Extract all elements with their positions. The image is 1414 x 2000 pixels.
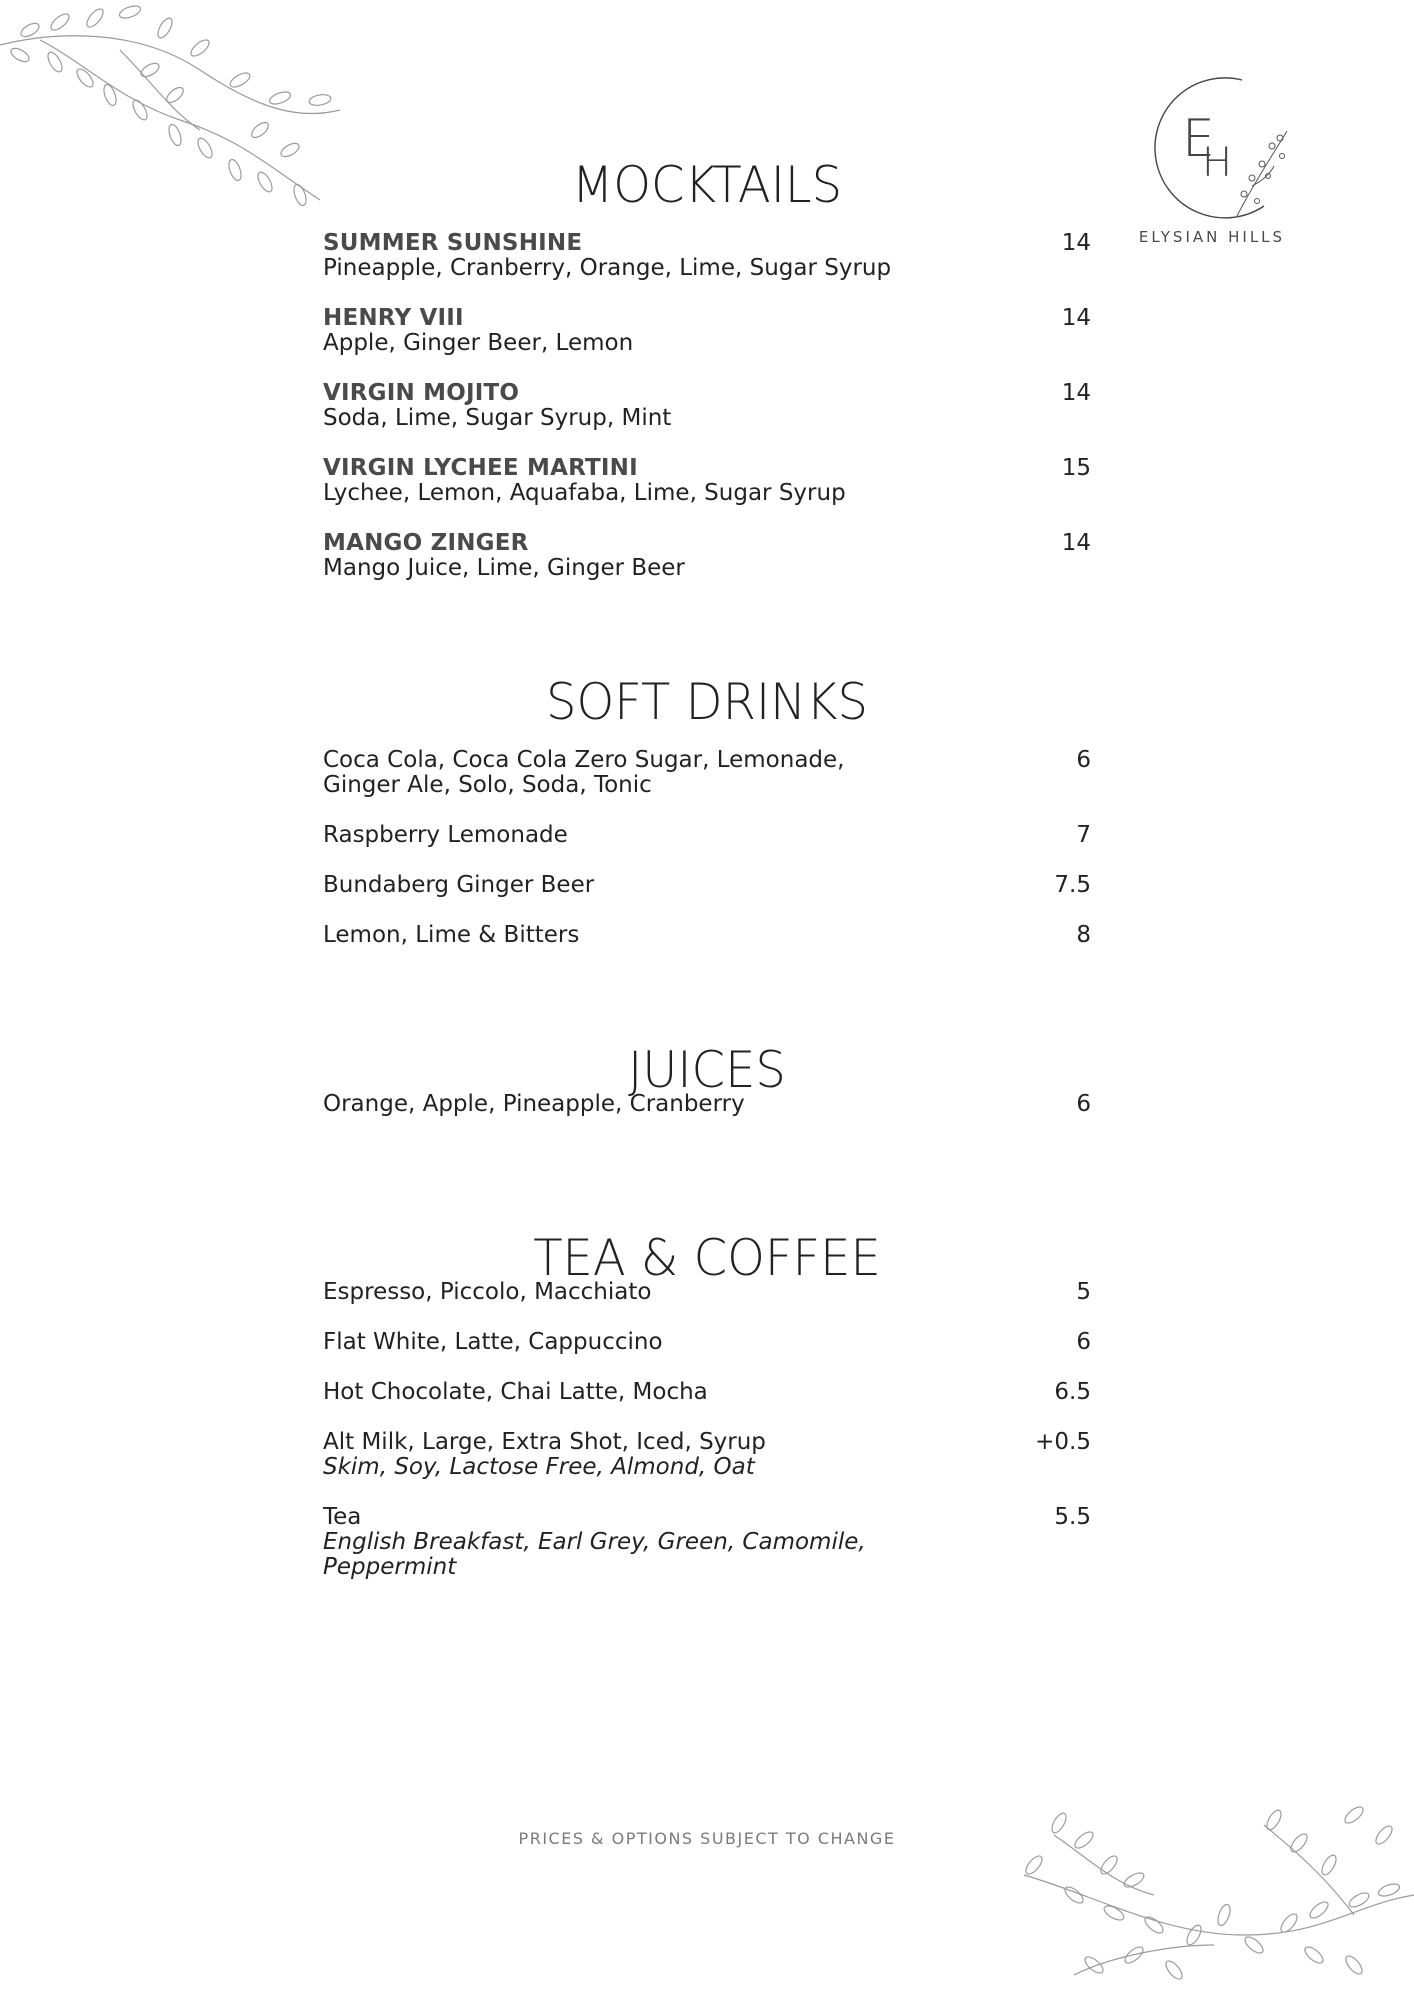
menu-item — [323, 381, 1091, 431]
menu-item — [323, 748, 1091, 798]
section-title-soft-drinks: SOFT DRINKS — [546, 673, 868, 731]
item-description: Lychee, Lemon, Aquafaba, Lime, Sugar Syrup — [323, 480, 846, 506]
item-price: +0.5 — [1035, 1429, 1091, 1455]
menu-item — [323, 1380, 1091, 1405]
item-price: 5 — [1076, 1279, 1091, 1305]
menu-item — [323, 231, 1091, 281]
menu-item — [323, 1092, 1091, 1117]
item-name: Bundaberg Ginger Beer — [323, 872, 595, 898]
brand-logo — [1112, 76, 1312, 256]
section-mocktails — [323, 155, 1091, 581]
item-name: Tea — [323, 1504, 362, 1530]
section-title-mocktails: MOCKTAILS — [571, 156, 843, 214]
foliage-decoration-bottom-right — [1014, 1795, 1414, 2000]
item-price: 14 — [1061, 380, 1091, 406]
item-price: 6 — [1076, 1329, 1091, 1355]
item-name: Flat White, Latte, Cappuccino — [323, 1329, 663, 1355]
section-title-juices: JUICES — [628, 1041, 786, 1099]
monogram-h: H — [1202, 140, 1233, 186]
item-price: 7 — [1076, 822, 1091, 848]
menu-item — [323, 873, 1091, 898]
menu-item — [323, 823, 1091, 848]
menu-item — [323, 306, 1091, 356]
item-price: 14 — [1061, 230, 1091, 256]
monogram-e: E — [1182, 109, 1215, 169]
menu-item — [323, 923, 1091, 948]
item-name: VIRGIN MOJITO — [323, 380, 520, 406]
item-price: 6 — [1076, 1091, 1091, 1117]
menu-item — [323, 1430, 1091, 1480]
section-juices — [323, 1040, 1091, 1117]
item-name: Orange, Apple, Pineapple, Cranberry — [323, 1091, 745, 1117]
foliage-decoration-top-left — [0, 0, 345, 215]
item-options: English Breakfast, Earl Grey, Green, Camomile, — [323, 1529, 866, 1555]
item-name: MANGO ZINGER — [323, 530, 529, 556]
item-name: Hot Chocolate, Chai Latte, Mocha — [323, 1379, 708, 1405]
item-name: Espresso, Piccolo, Macchiato — [323, 1279, 652, 1305]
item-name: VIRGIN LYCHEE MARTINI — [323, 455, 638, 481]
item-price: 14 — [1061, 530, 1091, 556]
item-description: Pineapple, Cranberry, Orange, Lime, Sugar Syrup — [323, 255, 892, 281]
item-name: Alt Milk, Large, Extra Shot, Iced, Syrup — [323, 1429, 766, 1455]
item-name: Raspberry Lemonade — [323, 822, 568, 848]
menu-item — [323, 456, 1091, 506]
item-description: Mango Juice, Lime, Ginger Beer — [323, 555, 685, 581]
menu-item — [323, 531, 1091, 581]
menu-item — [323, 1280, 1091, 1305]
item-name: HENRY VIII — [323, 305, 464, 331]
section-soft-drinks — [323, 672, 1091, 948]
item-price: 7.5 — [1054, 872, 1091, 898]
item-name-continued: Ginger Ale, Solo, Soda, Tonic — [323, 772, 652, 798]
item-price: 5.5 — [1054, 1504, 1091, 1530]
monogram-emblem — [1112, 76, 1312, 226]
item-price: 6.5 — [1054, 1379, 1091, 1405]
section-title-tea-coffee: TEA & COFFEE — [533, 1229, 881, 1287]
footer-note-text: PRICES & OPTIONS SUBJECT TO CHANGE — [518, 1829, 896, 1848]
item-name: Lemon, Lime & Bitters — [323, 922, 580, 948]
item-description: Apple, Ginger Beer, Lemon — [323, 330, 634, 356]
brand-name: ELYSIAN HILLS — [1138, 228, 1286, 246]
item-price: 14 — [1061, 305, 1091, 331]
item-price: 8 — [1076, 922, 1091, 948]
item-price: 6 — [1076, 747, 1091, 773]
item-description: Soda, Lime, Sugar Syrup, Mint — [323, 405, 672, 431]
item-price: 15 — [1061, 455, 1091, 481]
menu-content — [323, 155, 1091, 1580]
menu-item — [323, 1330, 1091, 1355]
item-options: Skim, Soy, Lactose Free, Almond, Oat — [323, 1454, 755, 1480]
item-name: SUMMER SUNSHINE — [323, 230, 583, 256]
section-tea-coffee — [323, 1228, 1091, 1580]
menu-item — [323, 1505, 1091, 1580]
item-options-continued: Peppermint — [323, 1554, 457, 1580]
item-name: Coca Cola, Coca Cola Zero Sugar, Lemonade, — [323, 747, 845, 773]
